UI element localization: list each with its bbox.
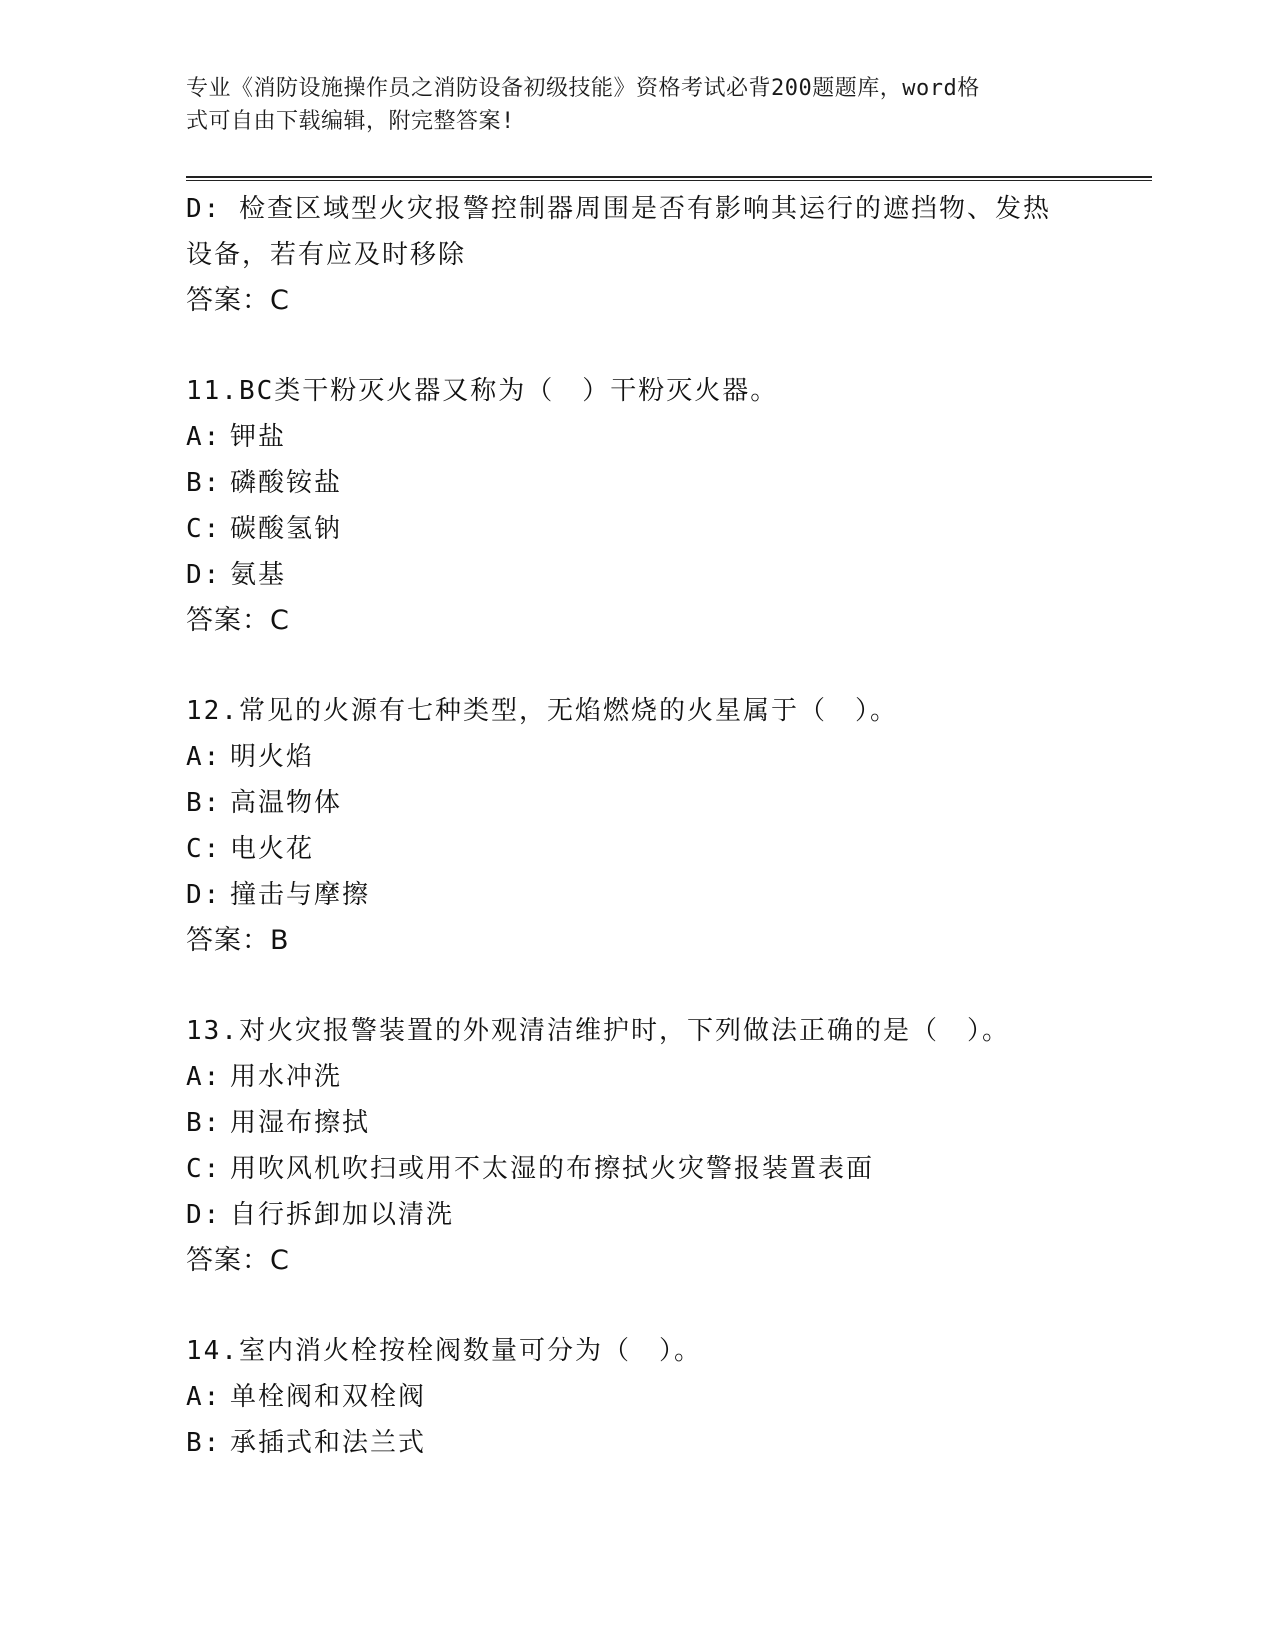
option-c xyxy=(186,826,1106,872)
option-letter: A: xyxy=(186,1062,222,1092)
option-text: 明火焰 xyxy=(230,742,315,772)
option-letter: D: xyxy=(186,1200,222,1230)
option-a xyxy=(186,1054,1106,1100)
option-b xyxy=(186,460,1106,506)
option-text: 撞击与摩擦 xyxy=(230,880,371,910)
option-d-line-2: 设备，若有应及时移除 xyxy=(186,240,467,270)
answer-line: 答案：C xyxy=(186,1245,290,1276)
question-stem: 13.对火灾报警装置的外观清洁维护时，下列做法正确的是（ ）。 xyxy=(186,1016,1010,1046)
option-letter: D: xyxy=(186,560,222,590)
option-text: 承插式和法兰式 xyxy=(230,1428,427,1458)
option-b xyxy=(186,780,1106,826)
option-letter: B: xyxy=(186,788,222,818)
option-text: 磷酸铵盐 xyxy=(230,468,343,498)
option-letter: C: xyxy=(186,1154,222,1184)
question-11 xyxy=(186,368,1106,644)
answer-line: 答案：C xyxy=(186,605,290,636)
document-body xyxy=(186,186,1106,1510)
option-letter: C: xyxy=(186,514,222,544)
option-letter: A: xyxy=(186,742,222,772)
header-title-line-2: 式可自由下载编辑，附完整答案! xyxy=(186,109,515,134)
option-text: 用吹风机吹扫或用不太湿的布擦拭火灾警报装置表面 xyxy=(230,1154,875,1184)
answer-line: 答案：C xyxy=(186,285,290,316)
question-10-tail xyxy=(186,186,1106,324)
option-c xyxy=(186,506,1106,552)
option-text: 高温物体 xyxy=(230,788,343,818)
option-d xyxy=(186,552,1106,598)
option-text: 自行拆卸加以清洗 xyxy=(230,1200,455,1230)
question-14 xyxy=(186,1328,1106,1466)
option-text: 单栓阀和双栓阀 xyxy=(230,1382,427,1412)
header-title-line-1: 专业《消防设施操作员之消防设备初级技能》资格考试必背200题题库，word格 xyxy=(186,76,980,101)
question-13 xyxy=(186,1008,1106,1284)
option-text: 碳酸氢钠 xyxy=(230,514,343,544)
question-stem: 11.BC类干粉灭火器又称为（ ）干粉灭火器。 xyxy=(186,376,779,406)
option-d xyxy=(186,1192,1106,1238)
option-text: 钾盐 xyxy=(230,422,287,452)
question-stem: 14.室内消火栓按栓阀数量可分为（ ）。 xyxy=(186,1336,702,1366)
option-letter: A: xyxy=(186,1382,222,1412)
option-letter: B: xyxy=(186,1428,222,1458)
option-letter: B: xyxy=(186,468,222,498)
option-a xyxy=(186,414,1106,460)
option-letter: A: xyxy=(186,422,222,452)
question-stem: 12.常见的火源有七种类型，无焰燃烧的火星属于（ ）。 xyxy=(186,696,898,726)
question-12 xyxy=(186,688,1106,964)
option-d xyxy=(186,872,1106,918)
option-text: 电火花 xyxy=(230,834,315,864)
option-a xyxy=(186,1374,1106,1420)
option-b xyxy=(186,1420,1106,1466)
option-text: 用湿布擦拭 xyxy=(230,1108,371,1138)
option-letter: C: xyxy=(186,834,222,864)
answer-line: 答案：B xyxy=(186,925,290,956)
option-c xyxy=(186,1146,1106,1192)
option-text: 氨基 xyxy=(230,560,287,590)
option-letter: B: xyxy=(186,1108,222,1138)
option-d-line-1: D: 检查区域型火灾报警控制器周围是否有影响其运行的遮挡物、发热 xyxy=(186,194,1051,224)
option-letter: D: xyxy=(186,880,222,910)
document-header xyxy=(186,72,1066,138)
option-b xyxy=(186,1100,1106,1146)
header-divider xyxy=(186,176,1152,181)
option-a xyxy=(186,734,1106,780)
option-text: 用水冲洗 xyxy=(230,1062,343,1092)
